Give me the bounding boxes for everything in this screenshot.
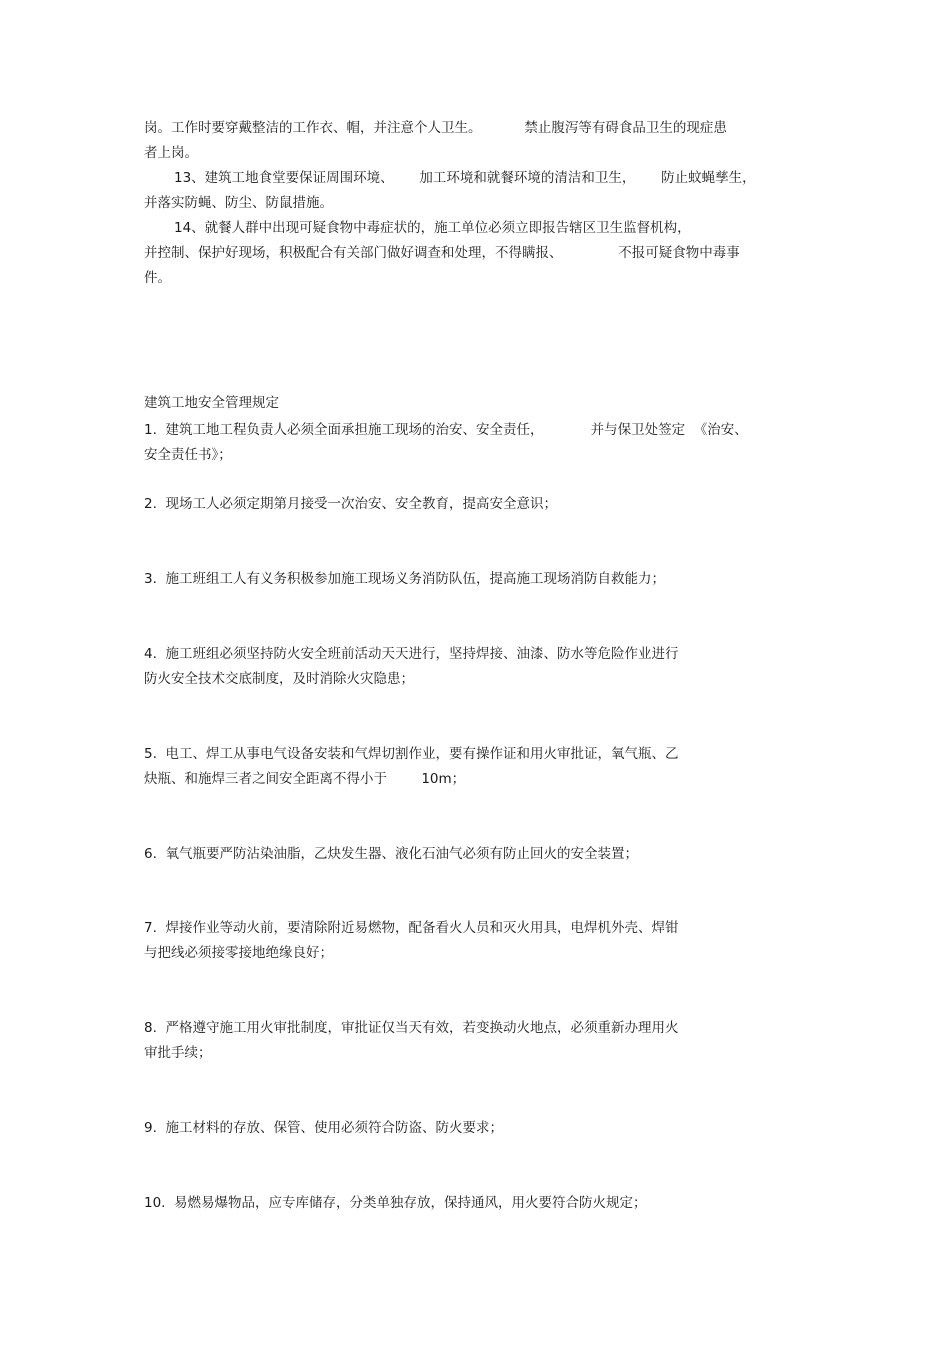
safety-item-5-line-2: 炔瓶、和施焊三者之间安全距离不得小于 10m； [144, 771, 466, 787]
rule13-line-2: 并落实防蝇、防尘、防鼠措施。 [144, 195, 333, 211]
safety-item-7-line-2: 与把线必须接零接地绝缘良好； [144, 945, 333, 961]
rule14-line-2: 并控制、保护好现场，积极配合有关部门做好调查和处理，不得瞒报、 不报可疑食物中毒事 [144, 245, 740, 261]
safety-item-9: 9. 施工材料的存放、保管、使用必须符合防盗、防火要求； [144, 1120, 503, 1136]
safety-item-8-line-1: 8. 严格遵守施工用火审批制度，审批证仅当天有效，若变换动火地点，必须重新办理用火 [144, 1020, 679, 1036]
safety-item-4-line-2: 防火安全技术交底制度，及时消除火灾隐患； [144, 671, 414, 687]
rule14-line-3: 件。 [144, 270, 171, 286]
safety-item-1-line-2: 安全责任书》； [144, 447, 232, 463]
safety-item-7-line-1: 7. 焊接作业等动火前，要清除附近易燃物，配备看火人员和灭火用具，电焊机外壳、焊钳 [144, 920, 679, 936]
safety-item-2: 2. 现场工人必须定期第月接受一次治安、安全教育，提高安全意识； [144, 496, 557, 512]
safety-item-10: 10. 易燃易爆物品，应专库储存，分类单独存放，保持通风，用火要符合防火规定； [144, 1195, 647, 1211]
safety-item-6: 6. 氧气瓶要严防沾染油脂，乙炔发生器、液化石油气必须有防止回火的安全装置； [144, 846, 638, 862]
safety-item-1-line-1: 1. 建筑工地工程负责人必须全面承担施工现场的治安、安全责任， 并与保卫处签定 《治安、 [144, 422, 748, 438]
safety-item-8-line-2: 审批手续； [144, 1045, 212, 1061]
safety-item-4-line-1: 4. 施工班组必须坚持防火安全班前活动天天进行，坚持焊接、油漆、防水等危险作业进行 [144, 646, 679, 662]
rule13-line-1: 13、建筑工地食堂要保证周围环境、 加工环境和就餐环境的清洁和卫生， 防止蚊蝇孳生， [174, 170, 756, 186]
rule12-line-1: 岗。工作时要穿戴整洁的工作衣、帽，并注意个人卫生。 禁止腹泻等有碍食品卫生的现症患 [144, 120, 727, 136]
section-title: 建筑工地安全管理规定 [144, 395, 279, 411]
safety-item-5-line-1: 5. 电工、焊工从事电气设备安装和气焊切割作业，要有操作证和用火审批证，氧气瓶、乙 [144, 746, 679, 762]
safety-item-3: 3. 施工班组工人有义务积极参加施工现场义务消防队伍，提高施工现场消防自救能力； [144, 571, 665, 587]
rule12-line-2: 者上岗。 [144, 145, 198, 161]
rule14-line-1: 14、就餐人群中出现可疑食物中毒症状的，施工单位必须立即报告辖区卫生监督机构， [174, 220, 691, 236]
